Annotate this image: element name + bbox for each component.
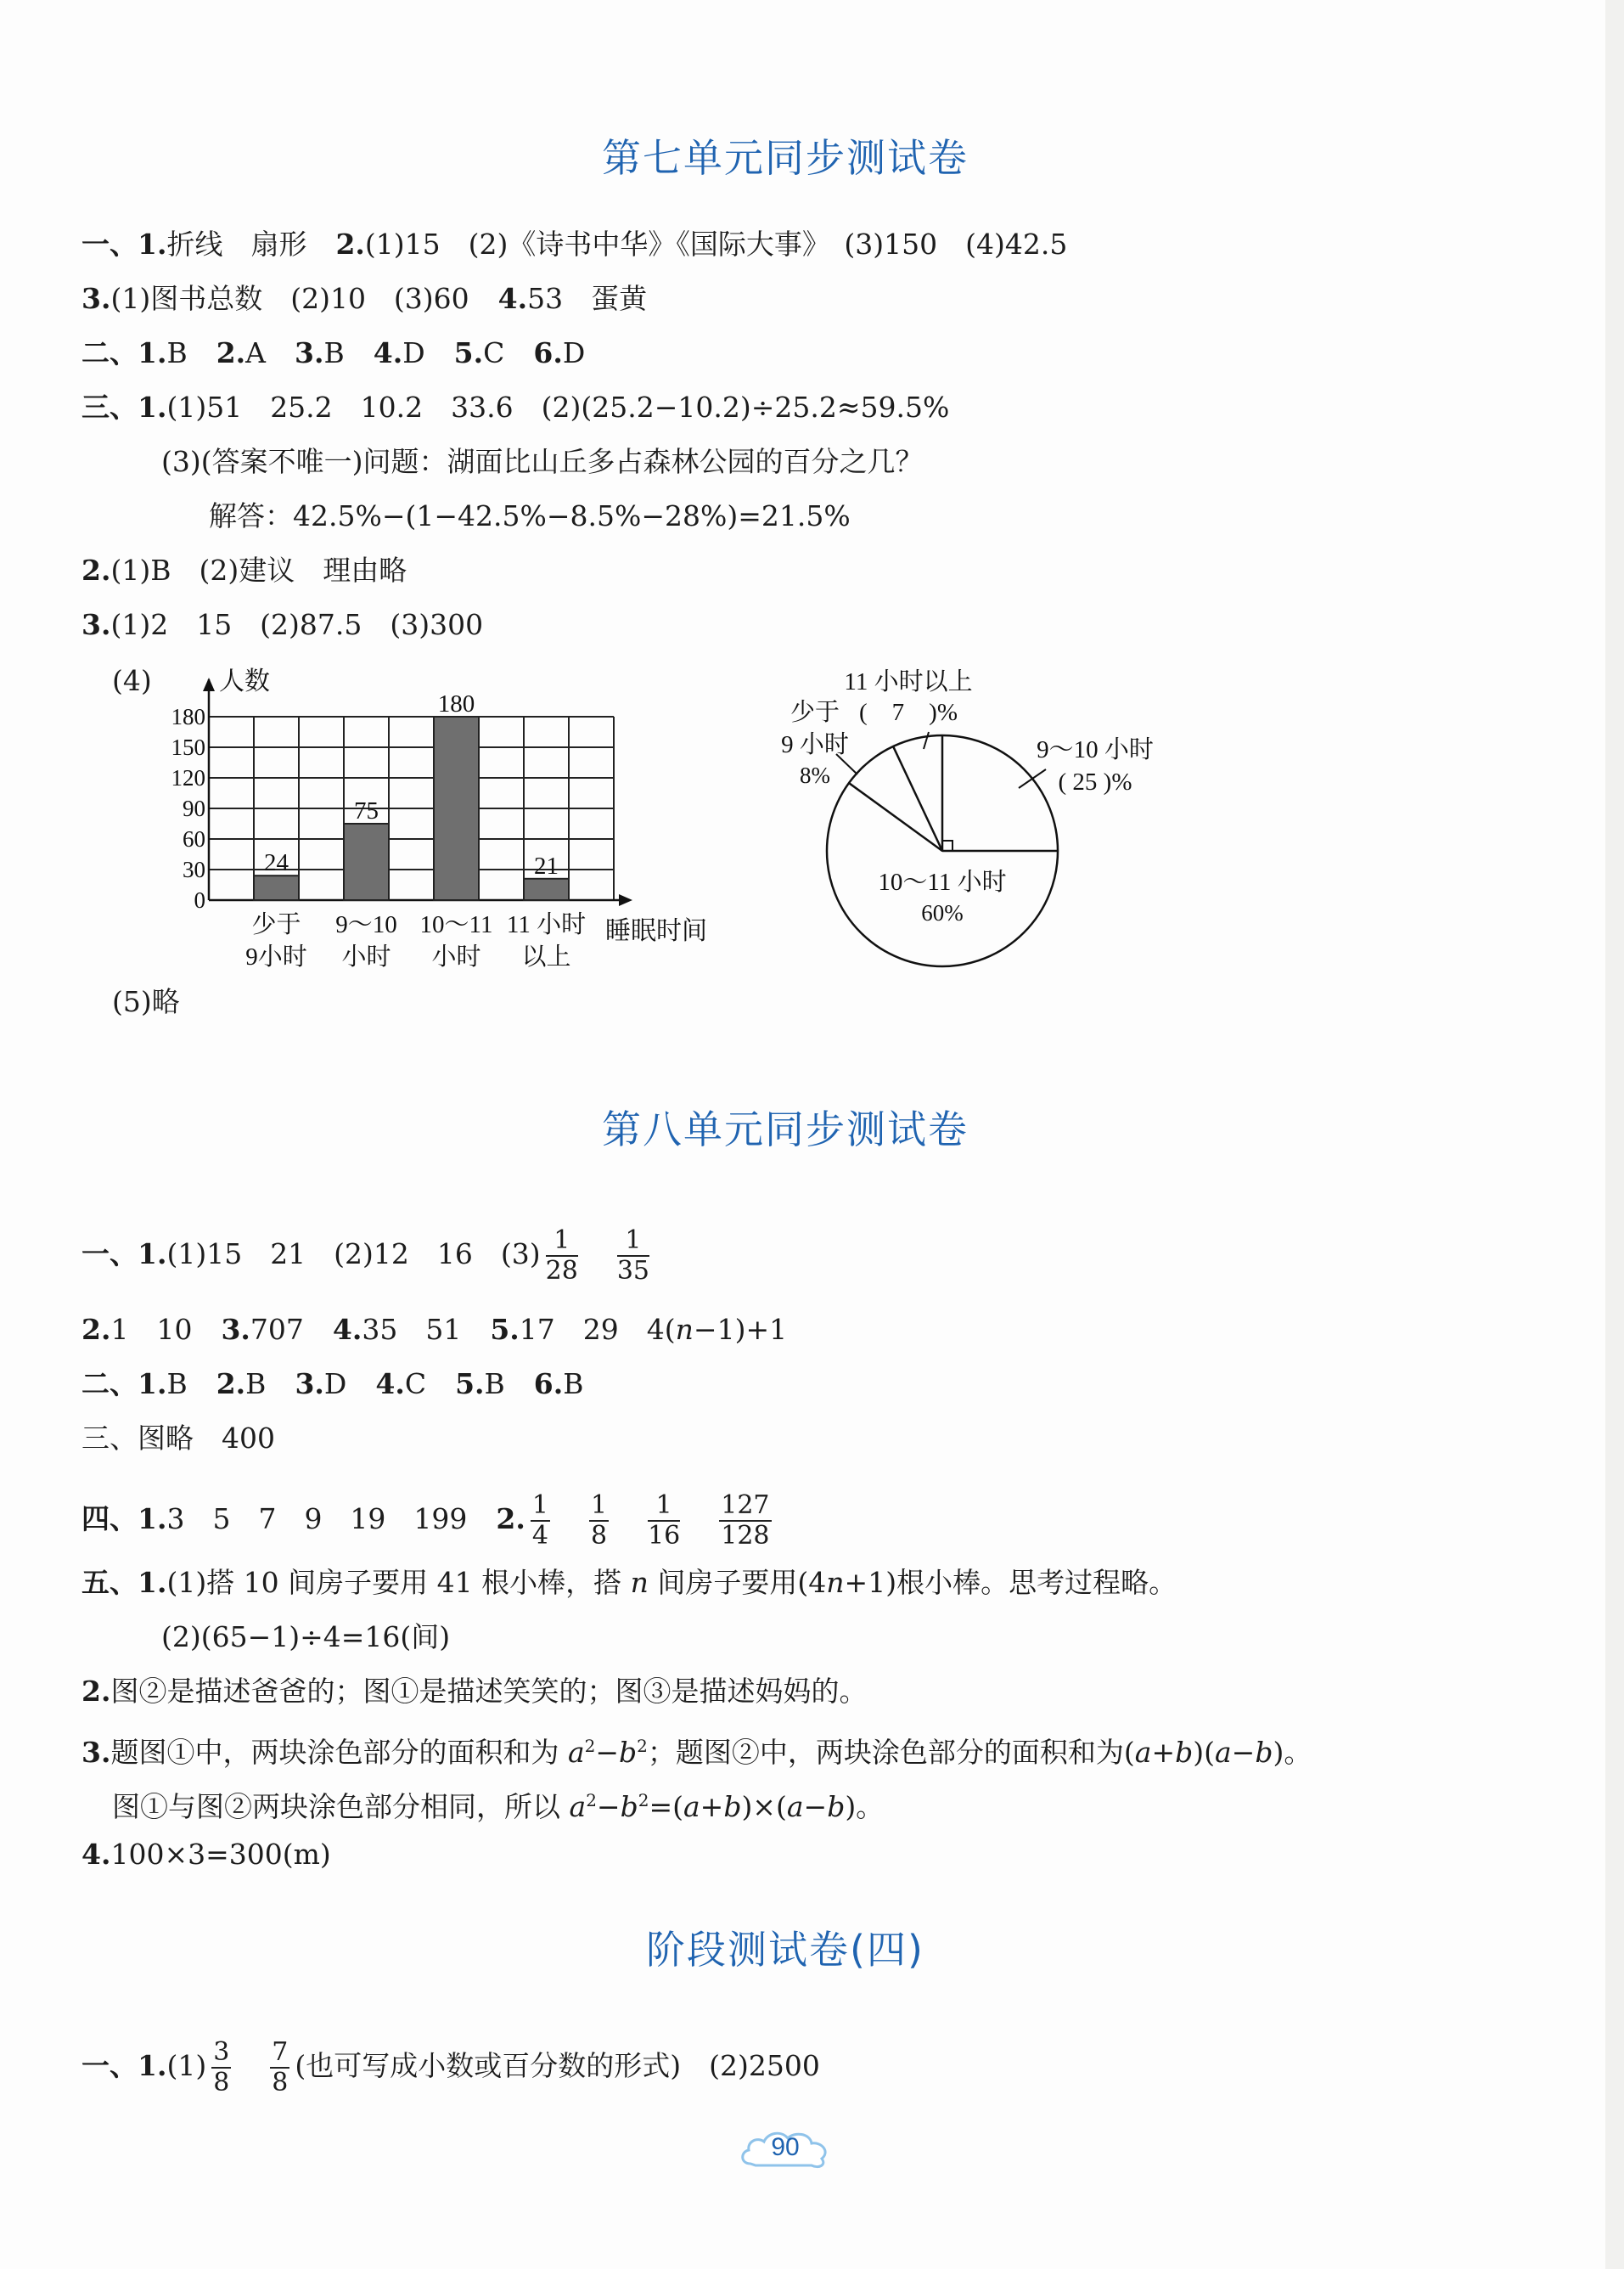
- question-number: 6.: [533, 1367, 564, 1400]
- variable: n: [675, 1313, 694, 1346]
- question-number: 5.: [455, 1367, 485, 1400]
- answer-text: +: [1151, 1736, 1176, 1769]
- answer-line: [81, 228, 1067, 262]
- answer-text: 1 10: [110, 1313, 193, 1346]
- section-title-stage4: 阶段测试卷(四): [646, 1927, 924, 1973]
- denominator: 4: [531, 1521, 548, 1551]
- question-number: 5.: [453, 336, 484, 369]
- pie-slice-edge: [849, 783, 942, 851]
- numerator: 1: [590, 1490, 608, 1520]
- answer-text: 53 蛋黄: [527, 282, 648, 315]
- fraction: [589, 1491, 609, 1551]
- fraction: [617, 1226, 649, 1286]
- answer-text: 图①与图②两块涂色部分相同，所以: [112, 1790, 570, 1823]
- question-number: 3.: [81, 1736, 111, 1769]
- data-label: 75: [354, 797, 379, 825]
- answer-text: (1)搭 10 间房子要用 41 根小棒，搭: [166, 1566, 631, 1599]
- slice-value: 60%: [921, 900, 964, 926]
- pie-slice-edge: [893, 746, 942, 851]
- answer-text: (1)15 21 (2)12 16 (3): [166, 1237, 541, 1270]
- exponent: 2: [637, 1736, 648, 1756]
- question-number: 1.: [138, 1237, 167, 1270]
- answer-text: (也可写成小数或百分数的形式) (2)2500: [295, 2049, 820, 2082]
- answer-line: [81, 1491, 777, 1551]
- question-number: 4.: [373, 336, 403, 369]
- numerator: 1: [531, 1490, 548, 1520]
- answer-text: 题图①中，两块涂色部分的面积和为: [110, 1736, 568, 1769]
- x-tick-label: 小时: [431, 943, 481, 968]
- slice-label: 10～11 小时: [878, 869, 1007, 896]
- variable: a: [1134, 1736, 1152, 1769]
- slice-value: ( 25 )%: [1058, 769, 1132, 796]
- question-number: 1.: [138, 1566, 167, 1599]
- answer-text: 707: [250, 1313, 304, 1346]
- bar-chart: [136, 662, 747, 968]
- y-axis-label: 人数: [219, 667, 270, 695]
- right-angle-mark: [942, 841, 952, 851]
- denominator: 8: [213, 2068, 230, 2097]
- leader-line: [924, 732, 929, 749]
- answer-text: −: [803, 1790, 828, 1823]
- fraction: [531, 1491, 550, 1551]
- y-tick-label: 0: [194, 887, 205, 913]
- question-number: 6.: [533, 336, 563, 369]
- answer-text: (1)B (2)建议 理由略: [110, 554, 407, 587]
- part-label: 一、: [81, 228, 138, 261]
- numerator: 1: [546, 1226, 578, 1257]
- fraction: [270, 2038, 289, 2097]
- part-label: 二、: [81, 336, 138, 369]
- x-tick-label: 11 小时: [506, 911, 587, 938]
- question-number: 2.: [81, 554, 111, 587]
- bar: [344, 824, 389, 900]
- fraction: [719, 1491, 771, 1551]
- question-number: 2.: [496, 1502, 525, 1535]
- question-number: 3.: [295, 1367, 324, 1400]
- question-number: 2.: [81, 1313, 111, 1346]
- denominator: 28: [545, 1256, 578, 1286]
- question-number: 2.: [216, 336, 246, 369]
- variable: b: [619, 1736, 638, 1769]
- answer-line: 解答：42.5%−(1−42.5%−8.5%−28%)=21.5%: [209, 499, 851, 532]
- denominator: 8: [590, 1521, 608, 1551]
- data-label: 24: [264, 849, 289, 877]
- part-label: 五、: [81, 1566, 138, 1599]
- answer-text: )(: [1193, 1736, 1215, 1769]
- answer-text: +1)根小棒。思考过程略。: [844, 1566, 1177, 1599]
- variable: b: [1175, 1736, 1194, 1769]
- answer-line: [81, 2038, 820, 2097]
- answer-text: B: [563, 1367, 584, 1400]
- data-label: 21: [534, 852, 559, 880]
- x-tick-label: 10～11: [419, 911, 493, 938]
- variable: b: [723, 1790, 742, 1823]
- answer-text: (1)图书总数 (2)10 (3)60: [110, 282, 469, 315]
- answer-text: +: [700, 1790, 724, 1823]
- question-number: 2.: [216, 1367, 246, 1400]
- exponent: 2: [638, 1790, 649, 1810]
- question-number: 4.: [81, 1838, 111, 1871]
- answer-text: D: [562, 336, 586, 369]
- y-tick-label: 90: [183, 796, 205, 821]
- question-number: 2.: [335, 228, 365, 261]
- part-label: 一、: [81, 2049, 138, 2082]
- question-number: 1.: [138, 1367, 167, 1400]
- x-axis-label: 睡眠时间: [605, 917, 707, 945]
- denominator: 35: [616, 1256, 650, 1286]
- variable: a: [683, 1790, 700, 1823]
- x-tick-label: 以上: [521, 943, 571, 968]
- question-number: 2.: [81, 1675, 111, 1708]
- answer-line: [81, 1675, 867, 1709]
- numerator: 7: [272, 2037, 289, 2067]
- answer-text: 100×3=300(m): [110, 1838, 331, 1871]
- slice-label: 9～10 小时: [1037, 736, 1154, 763]
- answer-text: 3 5 7 9 19 199: [166, 1502, 468, 1535]
- part-label: 三、: [81, 391, 138, 424]
- y-tick-label: 180: [171, 704, 205, 729]
- answer-line: [81, 554, 407, 588]
- part-label: 一、: [81, 1237, 138, 1270]
- data-label: 180: [437, 690, 475, 718]
- answer-line: [81, 1313, 787, 1347]
- denominator: 8: [272, 2068, 289, 2097]
- variable: a: [786, 1790, 804, 1823]
- slice-value: ( 7 )%: [859, 699, 958, 726]
- numerator: 1: [617, 1226, 649, 1257]
- fraction: [546, 1226, 578, 1286]
- part-label: 四、: [81, 1502, 138, 1535]
- answer-text: (1): [166, 2049, 207, 2082]
- fraction: [211, 2038, 231, 2097]
- answer-text: =(: [649, 1790, 683, 1823]
- x-axis-arrow: [619, 894, 632, 906]
- answer-text: 折线 扇形: [166, 228, 307, 261]
- answer-text: −: [1231, 1736, 1256, 1769]
- answer-text: (1)51 25.2 10.2 33.6 (2)(25.2−10.2)÷25.2≈59.5%: [166, 391, 950, 424]
- variable: n: [826, 1566, 845, 1599]
- question-number: 1.: [138, 2049, 167, 2082]
- question-number: 3.: [295, 336, 324, 369]
- numerator: 127: [721, 1490, 770, 1520]
- answer-line: [81, 1367, 584, 1401]
- answer-text: 17 29 4(: [519, 1313, 676, 1346]
- bar: [524, 879, 569, 900]
- question-number: 1.: [138, 1502, 167, 1535]
- part-label: 二、: [81, 1367, 138, 1400]
- answer-text: C: [483, 336, 505, 369]
- answer-line: (4): [112, 664, 152, 697]
- y-tick-label: 60: [183, 826, 205, 852]
- answer-text: −1)+1: [693, 1313, 788, 1346]
- slice-label: 9 小时: [781, 731, 849, 758]
- x-tick-label: 小时: [341, 943, 391, 968]
- answer-text: −: [596, 1790, 621, 1823]
- exponent: 2: [584, 1736, 596, 1756]
- variable: a: [567, 1736, 585, 1769]
- variable: b: [827, 1790, 846, 1823]
- y-tick-label: 120: [171, 765, 205, 791]
- answer-line: (5)略: [112, 985, 180, 1018]
- question-number: 4.: [332, 1313, 362, 1346]
- answer-text: B: [166, 336, 188, 369]
- answer-line: (3)(答案不唯一)问题：湖面比山丘多占森林公园的百分之几？: [161, 445, 924, 478]
- answer-text: (1)15 (2)《诗书中华》《国际大事》 (3)150 (4)42.5: [364, 228, 1068, 261]
- x-tick-label: 少于: [251, 911, 301, 938]
- answer-text: 图②是描述爸爸的；图①是描述笑笑的；图③是描述妈妈的。: [110, 1675, 868, 1708]
- answer-text: −: [595, 1736, 620, 1769]
- y-tick-label: 150: [171, 735, 205, 760]
- answer-text: B: [323, 336, 345, 369]
- answer-text: B: [245, 1367, 267, 1400]
- answer-text: 35 51: [362, 1313, 462, 1346]
- answer-text: C: [404, 1367, 427, 1400]
- answer-line: [81, 391, 949, 425]
- question-number: 1.: [138, 336, 167, 369]
- slice-label: 少于: [790, 699, 840, 726]
- answer-text: )×(: [741, 1790, 787, 1823]
- answer-text: D: [323, 1367, 347, 1400]
- question-number: 1.: [138, 228, 167, 261]
- slice-value: 8%: [800, 763, 830, 788]
- section-title-unit8: 第八单元同步测试卷: [602, 1106, 969, 1152]
- variable: a: [1214, 1736, 1232, 1769]
- answer-text: A: [245, 336, 267, 369]
- answer-line: [81, 1729, 1312, 1770]
- answer-text: D: [402, 336, 425, 369]
- section-title-unit7: 第七单元同步测试卷: [602, 135, 969, 181]
- question-number: 4.: [497, 282, 528, 315]
- answer-line: [81, 336, 585, 370]
- answer-text: B: [484, 1367, 505, 1400]
- leader-line: [1019, 769, 1046, 788]
- answer-line: [81, 1838, 331, 1872]
- bar: [434, 717, 479, 900]
- page-number-badge: [739, 2126, 832, 2172]
- variable: b: [620, 1790, 638, 1823]
- numerator: 3: [213, 2037, 230, 2067]
- x-tick-label: 9～10: [335, 911, 397, 938]
- y-tick-label: 30: [183, 857, 205, 882]
- question-number: 5.: [490, 1313, 520, 1346]
- answer-text: (1)2 15 (2)87.5 (3)300: [110, 608, 484, 641]
- page-number: 90: [771, 2133, 800, 2161]
- numerator: 1: [648, 1491, 680, 1522]
- question-number: 3.: [221, 1313, 250, 1346]
- answer-text: )。: [845, 1790, 885, 1823]
- answer-line: [81, 282, 647, 316]
- fraction: [648, 1491, 680, 1551]
- question-number: 3.: [81, 282, 111, 315]
- page-edge: [1605, 0, 1624, 2269]
- slice-label: 11 小时以上: [844, 668, 973, 695]
- answer-text: )。: [1273, 1736, 1312, 1769]
- variable: a: [569, 1790, 587, 1823]
- answer-text: B: [166, 1367, 188, 1400]
- question-number: 3.: [81, 608, 111, 641]
- answer-line: [112, 1783, 884, 1824]
- variable: n: [630, 1566, 649, 1599]
- question-number: 1.: [138, 391, 167, 424]
- x-tick-label: 9小时: [245, 943, 307, 968]
- answer-text: ；题图②中，两块涂色部分的面积和为(: [647, 1736, 1135, 1769]
- answer-line: [81, 1566, 1177, 1600]
- answer-line: 三、图略 400: [81, 1422, 275, 1455]
- denominator: 16: [648, 1521, 681, 1551]
- y-axis-arrow: [203, 678, 215, 691]
- answer-line: [81, 1226, 655, 1286]
- answer-line: [81, 608, 483, 642]
- denominator: 128: [721, 1521, 770, 1551]
- answer-text: 间房子要用(4: [648, 1566, 827, 1599]
- pie-chart: [747, 654, 1222, 977]
- answer-line: (2)(65−1)÷4=16(间): [161, 1620, 451, 1653]
- bar: [254, 876, 299, 900]
- exponent: 2: [586, 1790, 597, 1810]
- question-number: 4.: [375, 1367, 405, 1400]
- variable: b: [1255, 1736, 1273, 1769]
